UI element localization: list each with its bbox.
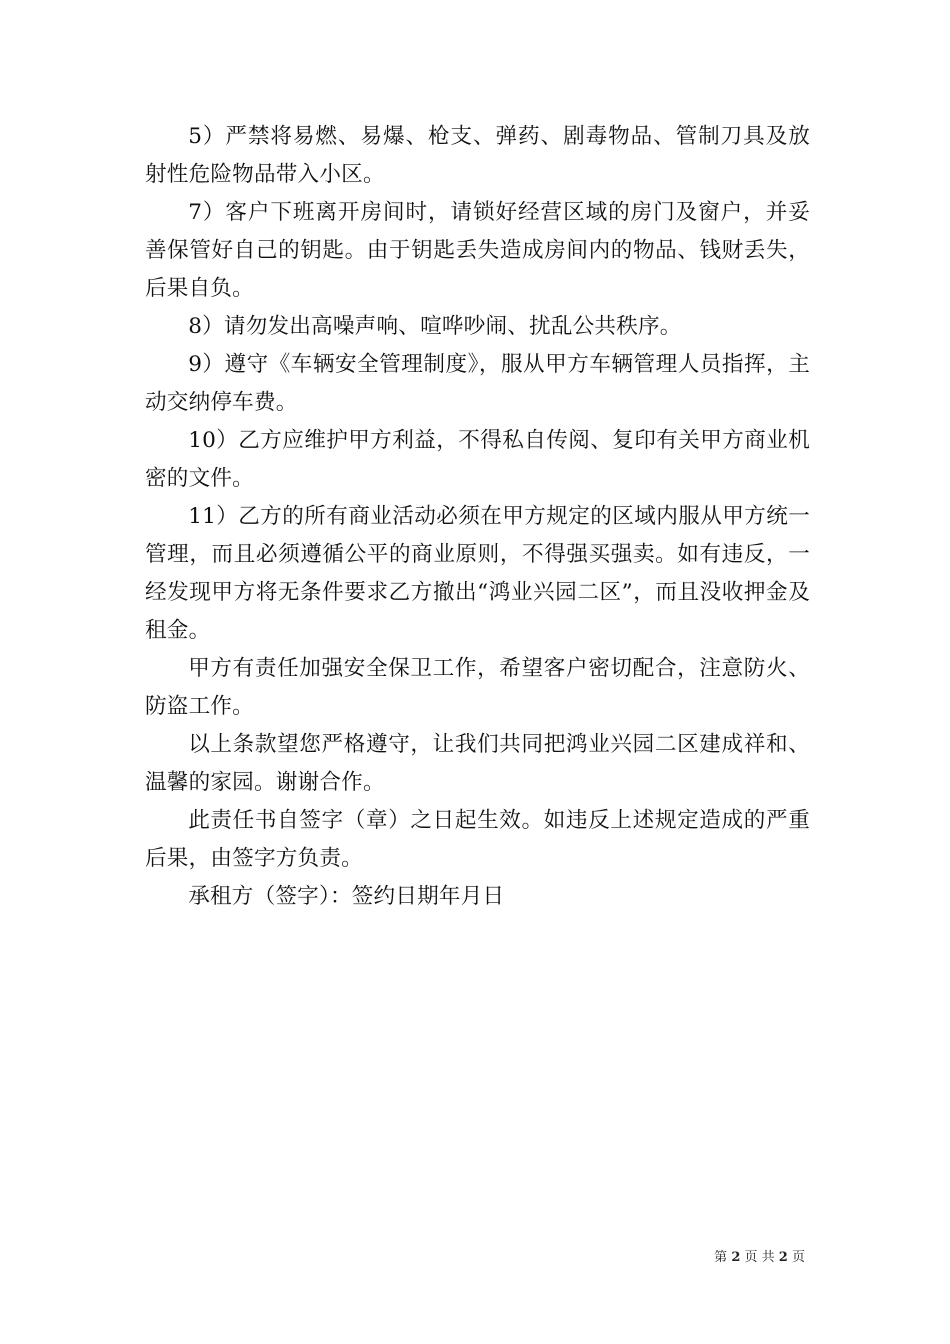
paragraph-rule-10: 10）乙方应维护甲方利益，不得私自传阅、复印有关甲方商业机密的文件。 [145, 428, 810, 491]
paragraph-security-responsibility: 甲方有责任加强安全保卫工作，希望客户密切配合，注意防火、防盗工作。 [145, 656, 810, 719]
page-number-footer [714, 1246, 805, 1265]
paragraph-rule-8: 8）请勿发出高噪声响、喧哗吵闹、扰乱公共秩序。 [188, 314, 682, 339]
paragraph-rule-11: 11）乙方的所有商业活动必须在甲方规定的区域内服从甲方统一管理，而且必须遵循公平的商业原则，不得强买强卖。如有违反，一经发现甲方将无条件要求乙方撤出“鸿业兴园二区”，而且没收押金及租金。 [145, 504, 810, 643]
paragraph-effective-clause: 此责任书自签字（章）之日起生效。如违反上述规定造成的严重后果，由签字方负责。 [145, 808, 810, 871]
paragraph-rule-9: 9）遵守《车辆安全管理制度》，服从甲方车辆管理人员指挥，主动交纳停车费。 [145, 352, 810, 415]
footer-middle: 页 共 [744, 1250, 775, 1265]
footer-total-pages: 2 [778, 1250, 788, 1265]
footer-suffix: 页 [791, 1250, 805, 1265]
paragraph-rule-5: 5）严禁将易燃、易爆、枪支、弹药、剧毒物品、管制刀具及放射性危险物品带入小区。 [145, 124, 810, 187]
paragraph-compliance-request: 以上条款望您严格遵守，让我们共同把鸿业兴园二区建成祥和、温馨的家园。谢谢合作。 [145, 732, 810, 795]
footer-prefix: 第 [714, 1250, 728, 1265]
footer-current-page: 2 [731, 1250, 741, 1265]
document-body [145, 118, 810, 916]
signature-line: 承租方（签字）：签约日期年月日 [188, 884, 505, 909]
paragraph-rule-7: 7）客户下班离开房间时，请锁好经营区域的房门及窗户，并妥善保管好自己的钥匙。由于钥匙丢失造成房间内的物品、钱财丢失，后果自负。 [145, 200, 810, 301]
